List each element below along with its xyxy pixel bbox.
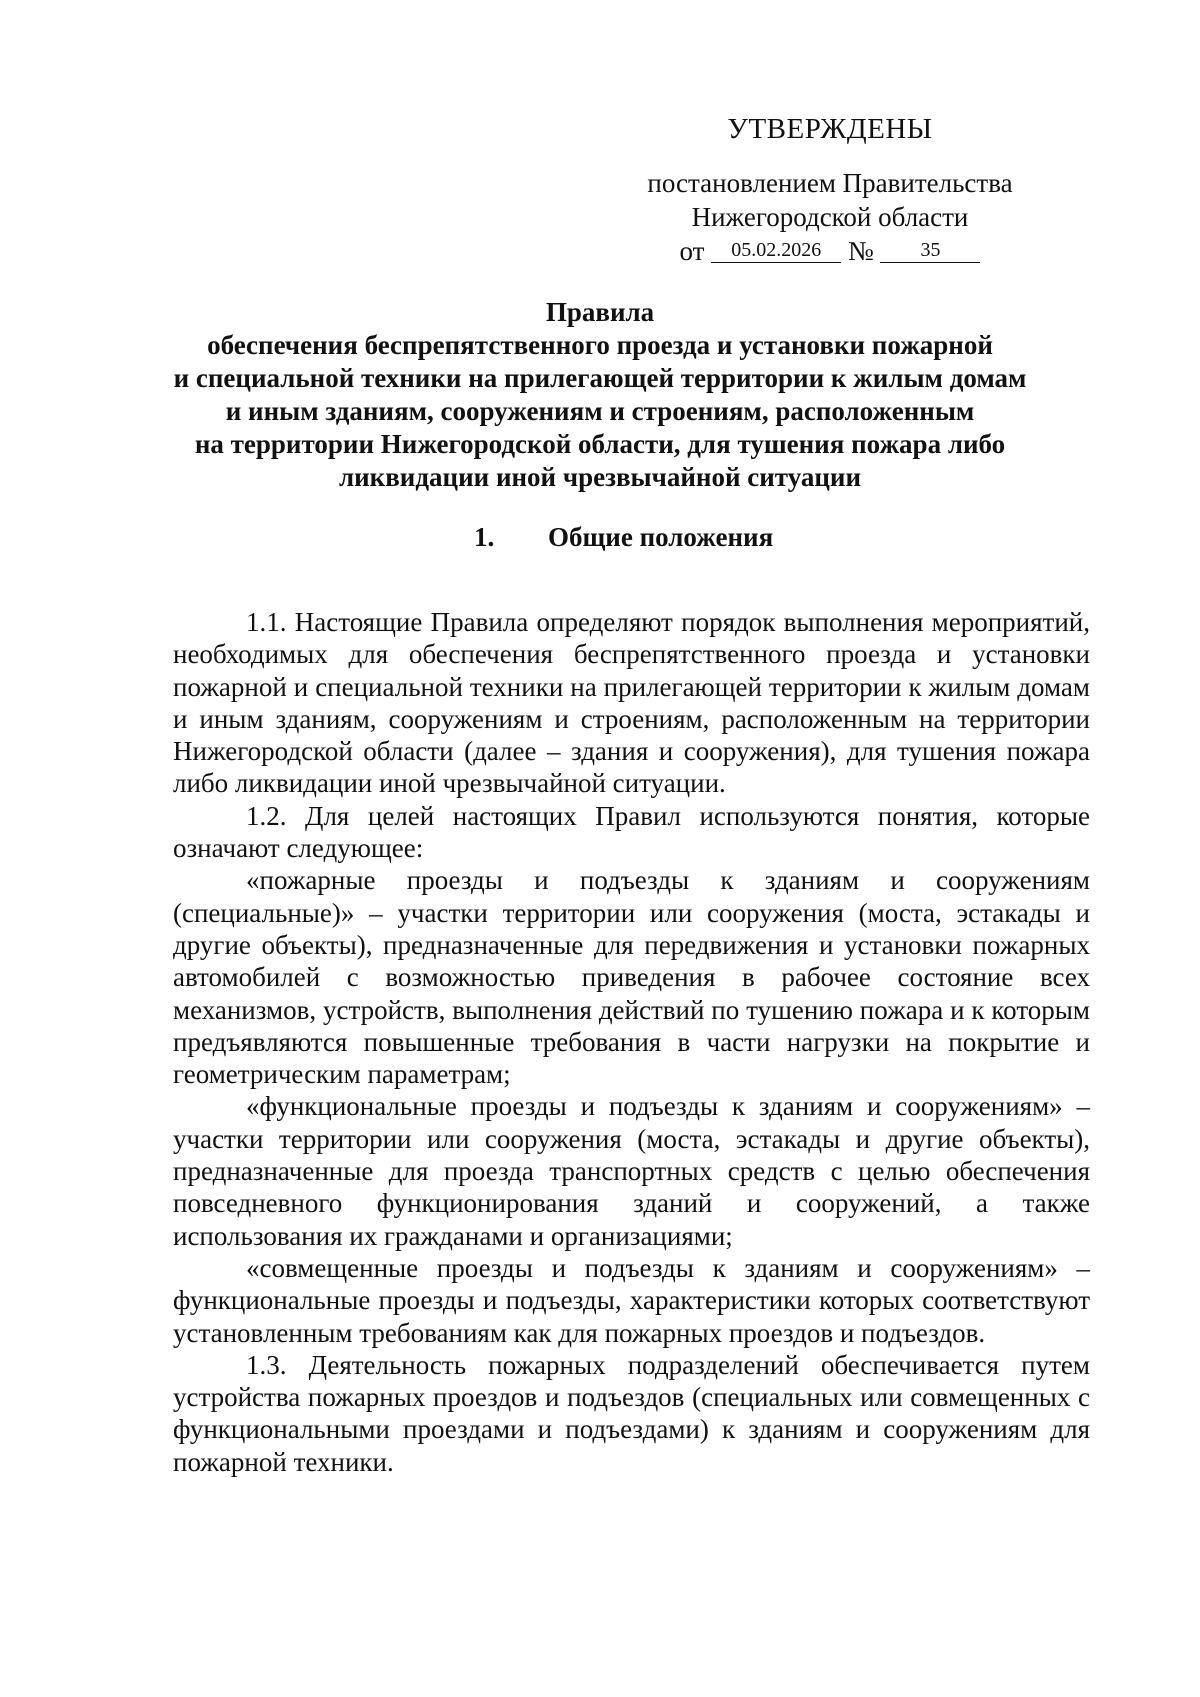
paragraph-1-2: 1.2. Для целей настоящих Правил используются понятия, которые означают следующее: xyxy=(173,800,1090,864)
approval-line-2: Нижегородской области xyxy=(691,202,969,232)
section-title: Общие положения xyxy=(548,522,774,552)
approval-date-number-line xyxy=(680,234,981,268)
approval-stamp-heading: УТВЕРЖДЕНЫ xyxy=(727,113,933,145)
document-title xyxy=(150,296,1050,494)
section-number: 1. xyxy=(474,522,495,552)
definition-functional-passages: «функциональные проезды и подъезды к зданиям и сооружениям» – участки территории или сооружения (моста, эстакады и другие объекты), предназначенные для проезда транспортных средств с целью обеспечения повседневного функционирования зданий и сооружений, а также использования их гражданами и организациями; xyxy=(173,1091,1090,1251)
title-line: и специальной техники на прилегающей территории к жилым домам xyxy=(173,363,1027,393)
approval-block xyxy=(620,166,1040,268)
definition-fire-passages: «пожарные проезды и подъезды к зданиям и сооружениям (специальные)» – участки территории или сооружения (моста, эстакады и другие объекты), предназначенные для передвижения и установки пожарных автомобилей с возможностью приведения в рабочее состояние всех механизмов, устройств, выполнения действий по тушению пожара и к которым предъявляются повышенные требования в части нагрузки на покрытие и геометрическим параметрам; xyxy=(173,865,1090,1090)
paragraph-1-3: 1.3. Деятельность пожарных подразделений обеспечивается путем устройства пожарных проездов и подъездов (специальных или совмещенных с функциональными проездами и подъездами) к зданиям и сооружениям для пожарной техники. xyxy=(173,1349,1090,1477)
title-line: на территории Нижегородской области, для тушения пожара либо xyxy=(194,429,1006,459)
approval-line-1: постановлением Правительства xyxy=(647,168,1013,198)
definition-combined-passages: «совмещенные проезды и подъезды к зданиям и сооружениям» – функциональные проезды и подъезды, характеристики которых соответствуют установленным требованиям как для пожарных проездов и подъездов. xyxy=(173,1252,1090,1348)
from-label: от xyxy=(679,236,705,266)
number-label: № xyxy=(847,236,874,266)
title-word: Правила xyxy=(545,297,655,327)
paragraph-1-1: 1.1. Настоящие Правила определяют порядок выполнения мероприятий, необходимых для обеспечения беспрепятственного проезда и установки пожарной и специальной техники на прилегающей территории к жилым домам и иным зданиям, сооружениям и строениям, расположенным на территории Нижегородской области (далее – здания и сооружения), для тушения пожара либо ликвидации иной чрезвычайной ситуации. xyxy=(173,607,1090,799)
title-line: и иным зданиям, сооружениям и строениям, расположенным xyxy=(225,396,975,426)
title-line: ликвидации иной чрезвычайной ситуации xyxy=(338,462,862,492)
approval-number: 35 xyxy=(880,238,980,263)
approval-date: 05.02.2026 xyxy=(711,238,841,263)
title-line: обеспечения беспрепятственного проезда и установки пожарной xyxy=(207,330,993,360)
document-body xyxy=(173,606,1090,1478)
